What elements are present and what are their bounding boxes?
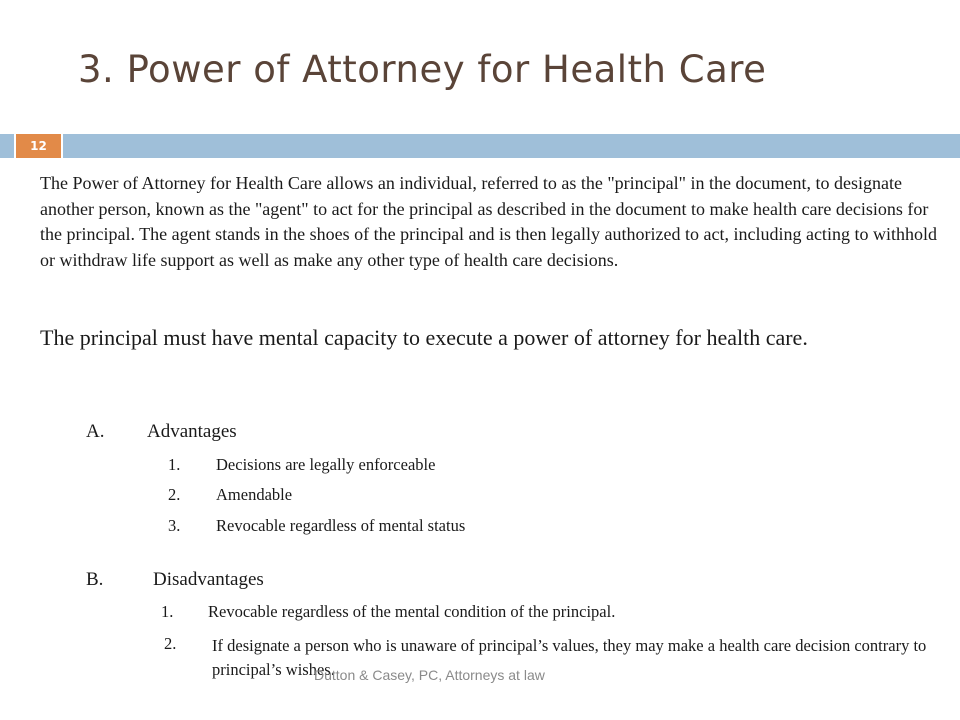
disadvantage-1-marker: 1. — [161, 602, 174, 621]
footer-text: Dutton & Casey, PC, Attorneys at law — [314, 667, 545, 683]
section-b-marker: B. — [86, 569, 104, 590]
disadvantage-2-text: If designate a person who is unaware of principal’s values, they may make a health care decision contrary to principal’s wishes. — [212, 636, 927, 679]
section-b-heading: Disadvantages — [153, 569, 264, 590]
disadvantage-1-text: Revocable regardless of the mental condition of the principal. — [208, 602, 616, 621]
advantage-3-marker: 3. — [168, 516, 181, 535]
header-rule-left — [0, 134, 14, 158]
advantage-2-marker: 2. — [168, 485, 181, 504]
intro-paragraph: The Power of Attorney for Health Care allows an individual, referred to as the "principal" in the document, to designate another person, known as the "agent" to act for the principal as described in the document to make health care decisions for the principal. The agent stands in the shoes of the principal and is then legally authorized to act, including acting to withhold or withdraw life support as well as make any other type of health care decisions. — [40, 173, 937, 270]
section-a-marker: A. — [86, 421, 105, 442]
slide-number-badge: 12 — [16, 134, 61, 158]
section-a-heading: Advantages — [147, 421, 237, 442]
advantage-3-text: Revocable regardless of mental status — [216, 516, 466, 535]
disadvantage-2-marker: 2. — [164, 634, 177, 653]
slide-title: 3. Power of Attorney for Health Care — [78, 48, 767, 91]
capacity-paragraph: The principal must have mental capacity to execute a power of attorney for health care. — [40, 325, 808, 350]
advantage-1-marker: 1. — [168, 455, 181, 474]
advantage-2-text: Amendable — [216, 485, 293, 504]
header-rule-right — [63, 134, 960, 158]
advantage-1-text: Decisions are legally enforceable — [216, 455, 436, 474]
